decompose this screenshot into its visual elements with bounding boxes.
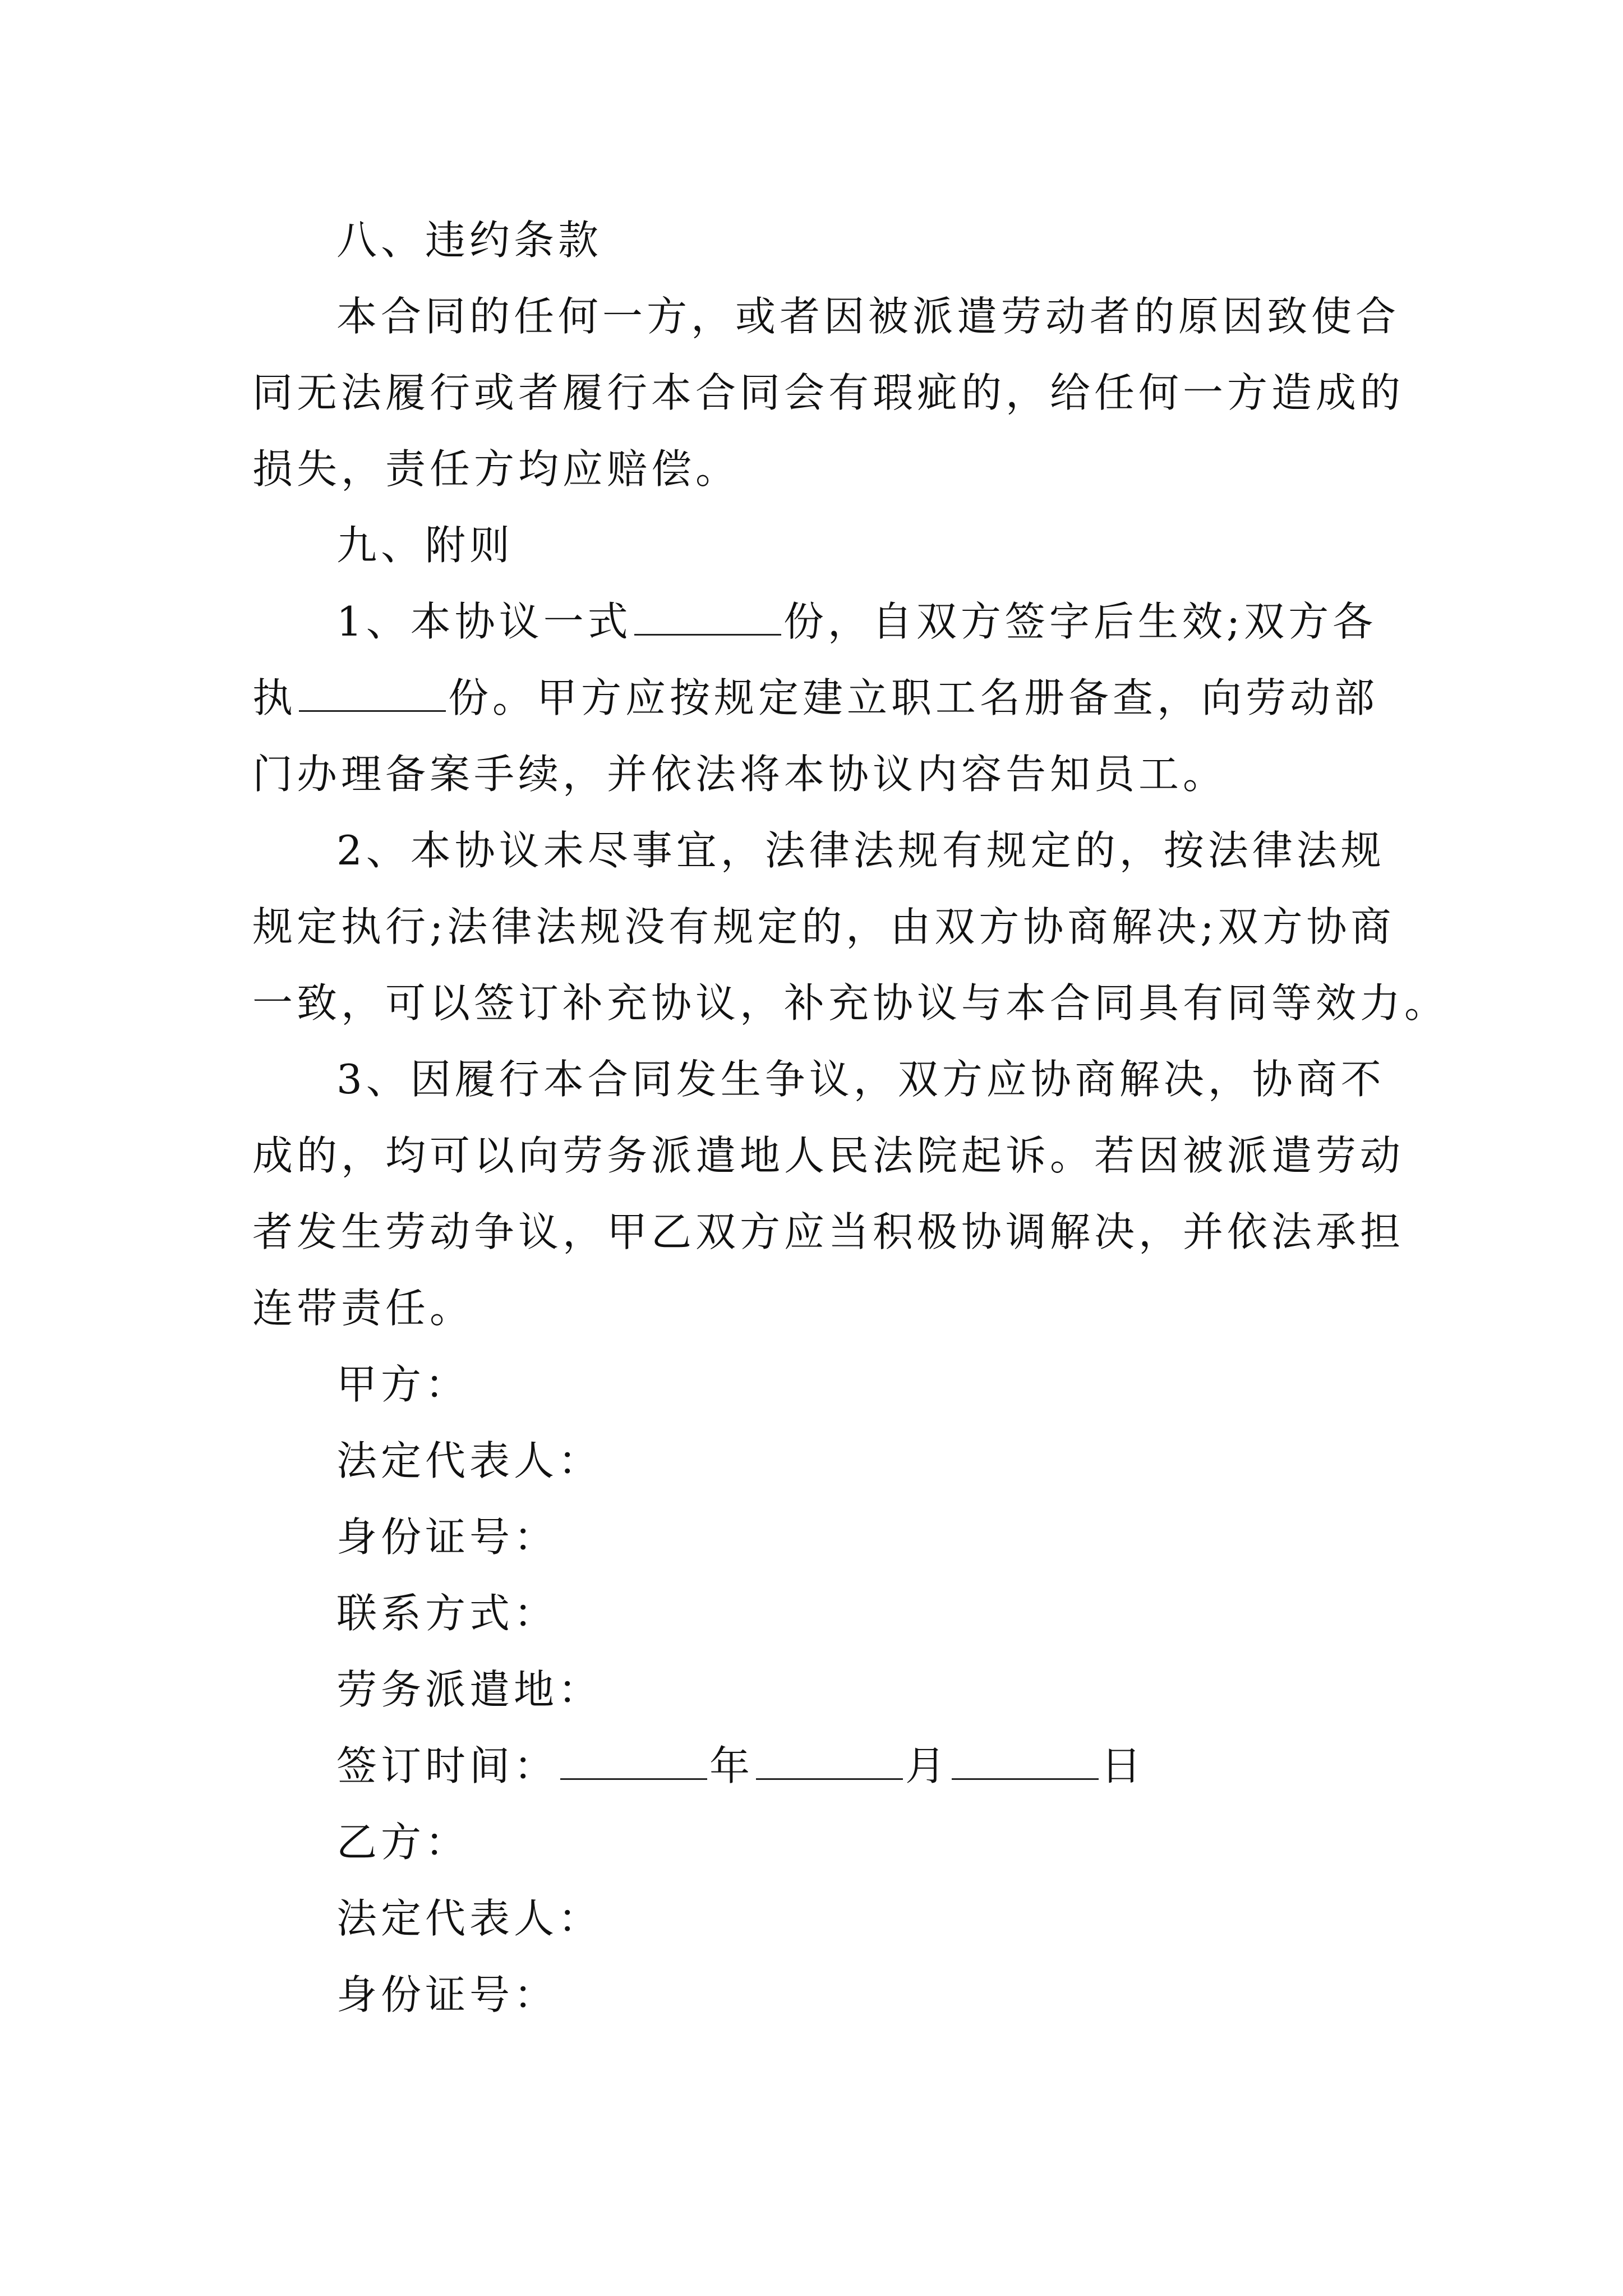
section-8-heading: 八、违约条款 [336,217,603,264]
clause-3-line-1: 3、因履行本合同发生争议，双方应协商解决，协商不 [336,1056,1385,1103]
day-label: 日 [1101,1742,1146,1789]
section-8-line-1: 本合同的任何一方，或者因被派遣劳动者的原因致使合 [336,293,1400,340]
party-a-contact: 联系方式： [336,1590,559,1637]
party-a-sign-time [252,1728,1382,1804]
clause-3-line-2: 成的，均可以向劳务派遣地人民法院起诉。若因被派遣劳动 [252,1132,1405,1179]
clause-2-line-2: 规定执行;法律法规没有规定的，由双方协商解决;双方协商 [252,903,1395,950]
day-blank [952,1738,1099,1780]
clause-1-text-d: 份。甲方应按规定建立职工名册备查，向劳动部 [448,674,1379,721]
clause-1-text-a: 1、本协议一式 [336,598,632,645]
clause-1-line-2 [252,660,1382,736]
party-a-dispatch-place: 劳务派遣地： [336,1666,603,1713]
party-a-label: 甲方： [336,1361,470,1408]
party-b-id-number: 身份证号： [336,1971,559,2018]
party-b-legal-rep: 法定代表人： [336,1895,603,1942]
clause-2-line-3: 一致，可以签订补充协议，补充协议与本合同具有同等效力。 [252,979,1449,1027]
clause-3-line-3: 者发生劳动争议，甲乙双方应当积极协调解决，并依法承担 [252,1208,1405,1255]
clause-1-text-b: 份，自双方签字后生效;双方各 [783,598,1377,645]
clause-1-text-c: 执 [252,674,297,721]
clause-2-line-1: 2、本协议未尽事宜，法律法规有规定的，按法律法规 [336,827,1385,874]
copies-each-blank [299,670,446,712]
section-8-line-3: 损失，责任方均应赔偿。 [252,445,740,493]
month-blank [756,1738,903,1780]
sign-time-label: 签订时间： [336,1742,559,1789]
year-label: 年 [709,1742,754,1789]
party-b-label: 乙方： [336,1819,470,1866]
document-body [252,202,1449,2033]
party-a-id-number: 身份证号： [336,1513,559,1561]
clause-3-line-4: 连带责任。 [252,1285,474,1332]
clause-1-line-1 [252,583,1382,660]
copies-total-blank [634,593,781,636]
year-blank [560,1738,707,1780]
party-a-legal-rep: 法定代表人： [336,1437,603,1484]
clause-1-line-3: 门办理备案手续，并依法将本协议内容告知员工。 [252,751,1228,798]
section-8-line-2: 同无法履行或者履行本合同会有瑕疵的，给任何一方造成的 [252,369,1405,416]
section-9-heading: 九、附则 [336,522,514,569]
month-label: 月 [905,1742,950,1789]
